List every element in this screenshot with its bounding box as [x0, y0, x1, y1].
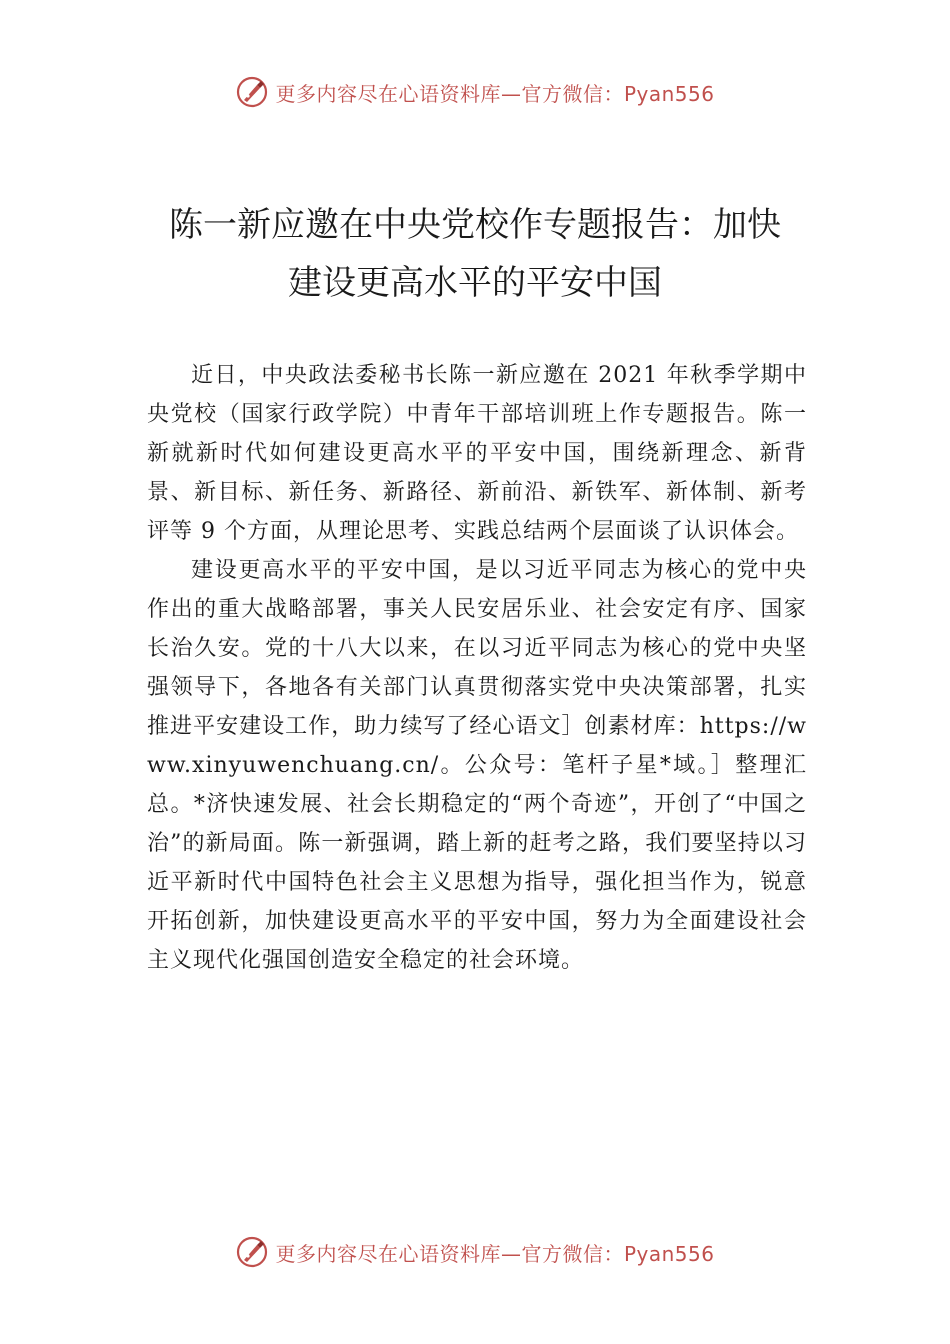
paragraph-2: 建设更高水平的平安中国，是以习近平同志为核心的党中央作出的重大战略部署，事关人民安居乐业、社会安定有序、国家长治久安。党的十八大以来，在以习近平同志为核心的党中央坚强领导下，各地各有关部门认真贯彻落实党中央决策部署，扎实推进平安建设工作，助力续写了经心语文］创素材库：https://www.xinyuwenchuang.cn/。公众号：笔杆子星*域。］整理汇总。*济快速发展、社会长期稳定的“两个奇迹”，开创了“中国之治”的新局面。陈一新强调，踏上新的赶考之路，我们要坚持以习近平新时代中国特色社会主义思想为指导，强化担当作为，锐意开拓创新，加快建设更高水平的平安中国，努力为全面建设社会主义现代化强国创造安全稳定的社会环境。: [147, 558, 807, 973]
pen-nib-logo-icon: [235, 1235, 269, 1269]
header-banner: [0, 72, 950, 112]
title-line-2: 建设更高水平的平安中国: [288, 263, 662, 303]
title-line-1: 陈一新应邀在中央党校作专题报告：加快: [169, 205, 781, 245]
footer-banner: [0, 1232, 950, 1272]
page-title: [100, 196, 850, 312]
pen-nib-logo-icon: [235, 75, 269, 109]
paragraph-1: 近日，中央政法委秘书长陈一新应邀在 2021 年秋季学期中央党校（国家行政学院）中青年干部培训班上作专题报告。陈一新就新时代如何建设更高水平的平安中国，围绕新理念、新背景、新目标、新任务、新路径、新前沿、新铁军、新体制、新考评等 9 个方面，从理论思考、实践总结两个层面谈了认识体会。: [147, 363, 807, 544]
banner-text: 更多内容尽在心语资料库—官方微信：Pyan556: [275, 81, 715, 106]
banner-text: 更多内容尽在心语资料库—官方微信：Pyan556: [275, 1241, 715, 1266]
article-body: [147, 356, 807, 980]
